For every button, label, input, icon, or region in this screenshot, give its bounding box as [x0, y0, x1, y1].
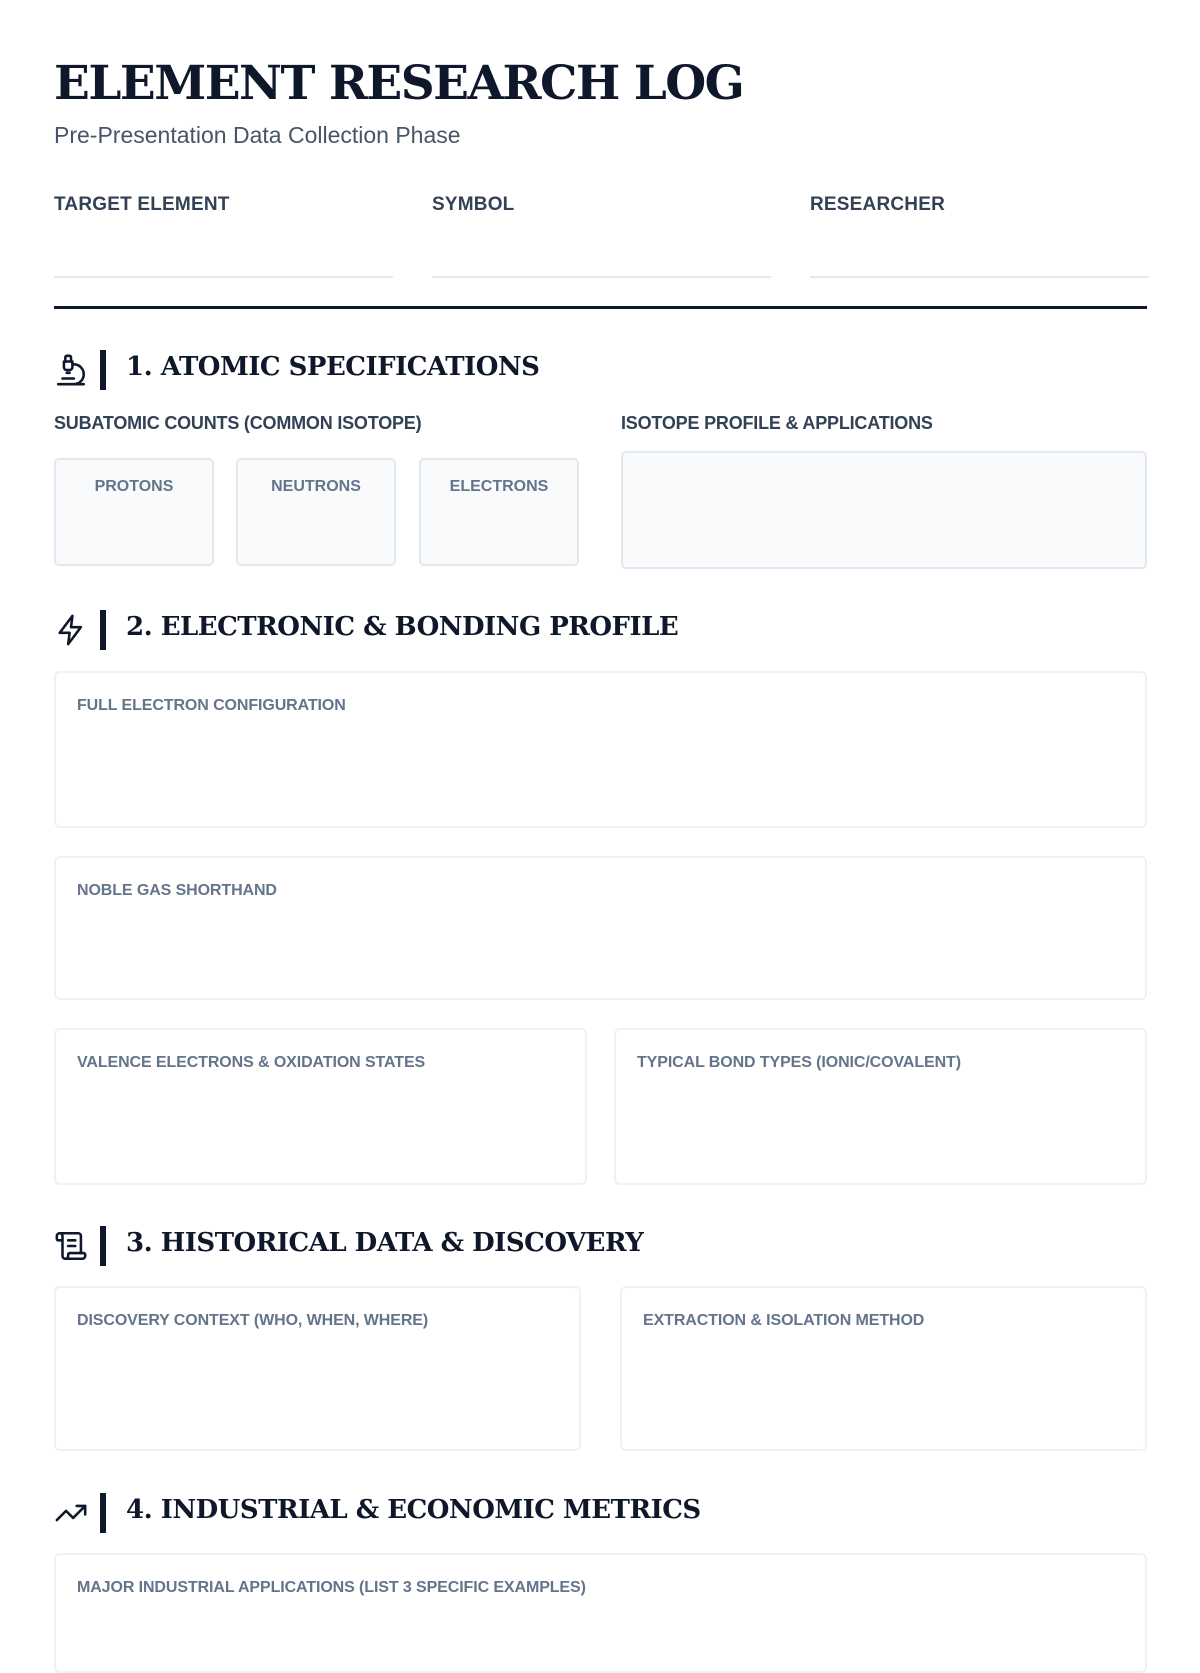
neutrons-label: NEUTRONS — [271, 478, 361, 495]
isotope-profile-input[interactable] — [621, 451, 1147, 569]
section-electronic-bonding — [54, 610, 1147, 650]
target-element-field[interactable] — [54, 194, 393, 216]
header-divider — [54, 306, 1147, 309]
section-title: 4. INDUSTRIAL & ECONOMIC METRICS — [126, 1495, 701, 1525]
electron-configuration-label: FULL ELECTRON CONFIGURATION — [77, 697, 346, 714]
section-bar — [100, 1493, 106, 1533]
section-industrial-metrics — [54, 1493, 1147, 1533]
section-bar — [100, 610, 106, 650]
scroll-icon — [54, 1229, 88, 1263]
microscope-icon — [54, 353, 88, 387]
noble-gas-shorthand-field[interactable] — [54, 856, 1147, 1000]
protons-label: PROTONS — [94, 478, 174, 495]
section-atomic-specifications — [54, 350, 1147, 390]
symbol-field[interactable] — [432, 194, 771, 216]
electrons-box[interactable] — [419, 458, 579, 566]
protons-box[interactable] — [54, 458, 214, 566]
industrial-applications-field[interactable] — [54, 1553, 1147, 1673]
symbol-label: SYMBOL — [432, 194, 515, 215]
extraction-method-label: EXTRACTION & ISOLATION METHOD — [643, 1312, 925, 1329]
bond-types-field[interactable] — [614, 1028, 1147, 1185]
trending-up-icon — [54, 1496, 88, 1530]
section-title: 3. HISTORICAL DATA & DISCOVERY — [126, 1228, 644, 1258]
valence-electrons-label: VALENCE ELECTRONS & OXIDATION STATES — [77, 1054, 426, 1071]
noble-gas-shorthand-label: NOBLE GAS SHORTHAND — [77, 882, 277, 899]
target-element-label: TARGET ELEMENT — [54, 194, 230, 215]
electrons-label: ELECTRONS — [449, 478, 549, 495]
section-bar — [100, 1226, 106, 1266]
subatomic-counts-label: SUBATOMIC COUNTS (COMMON ISOTOPE) — [54, 413, 422, 433]
section-title: 2. ELECTRONIC & BONDING PROFILE — [126, 612, 679, 642]
discovery-context-label: DISCOVERY CONTEXT (WHO, WHEN, WHERE) — [77, 1312, 429, 1329]
page-subtitle: Pre-Presentation Data Collection Phase — [54, 122, 461, 148]
bond-types-label: TYPICAL BOND TYPES (IONIC/COVALENT) — [637, 1054, 961, 1071]
discovery-context-field[interactable] — [54, 1286, 581, 1451]
section-historical-data — [54, 1226, 1147, 1266]
target-element-input-line[interactable] — [54, 276, 393, 278]
isotope-profile-label: ISOTOPE PROFILE & APPLICATIONS — [621, 413, 933, 433]
lightning-bolt-icon — [54, 613, 88, 647]
valence-electrons-field[interactable] — [54, 1028, 587, 1185]
electron-configuration-field[interactable] — [54, 671, 1147, 828]
extraction-method-field[interactable] — [620, 1286, 1147, 1451]
neutrons-box[interactable] — [236, 458, 396, 566]
section-title: 1. ATOMIC SPECIFICATIONS — [126, 352, 540, 382]
researcher-input-line[interactable] — [810, 276, 1149, 278]
page-title: ELEMENT RESEARCH LOG — [54, 56, 744, 111]
section-bar — [100, 350, 106, 390]
industrial-applications-label: MAJOR INDUSTRIAL APPLICATIONS (LIST 3 SPECIFIC EXAMPLES) — [77, 1579, 586, 1596]
symbol-input-line[interactable] — [432, 276, 771, 278]
researcher-field[interactable] — [810, 194, 1149, 216]
researcher-label: RESEARCHER — [810, 194, 946, 215]
